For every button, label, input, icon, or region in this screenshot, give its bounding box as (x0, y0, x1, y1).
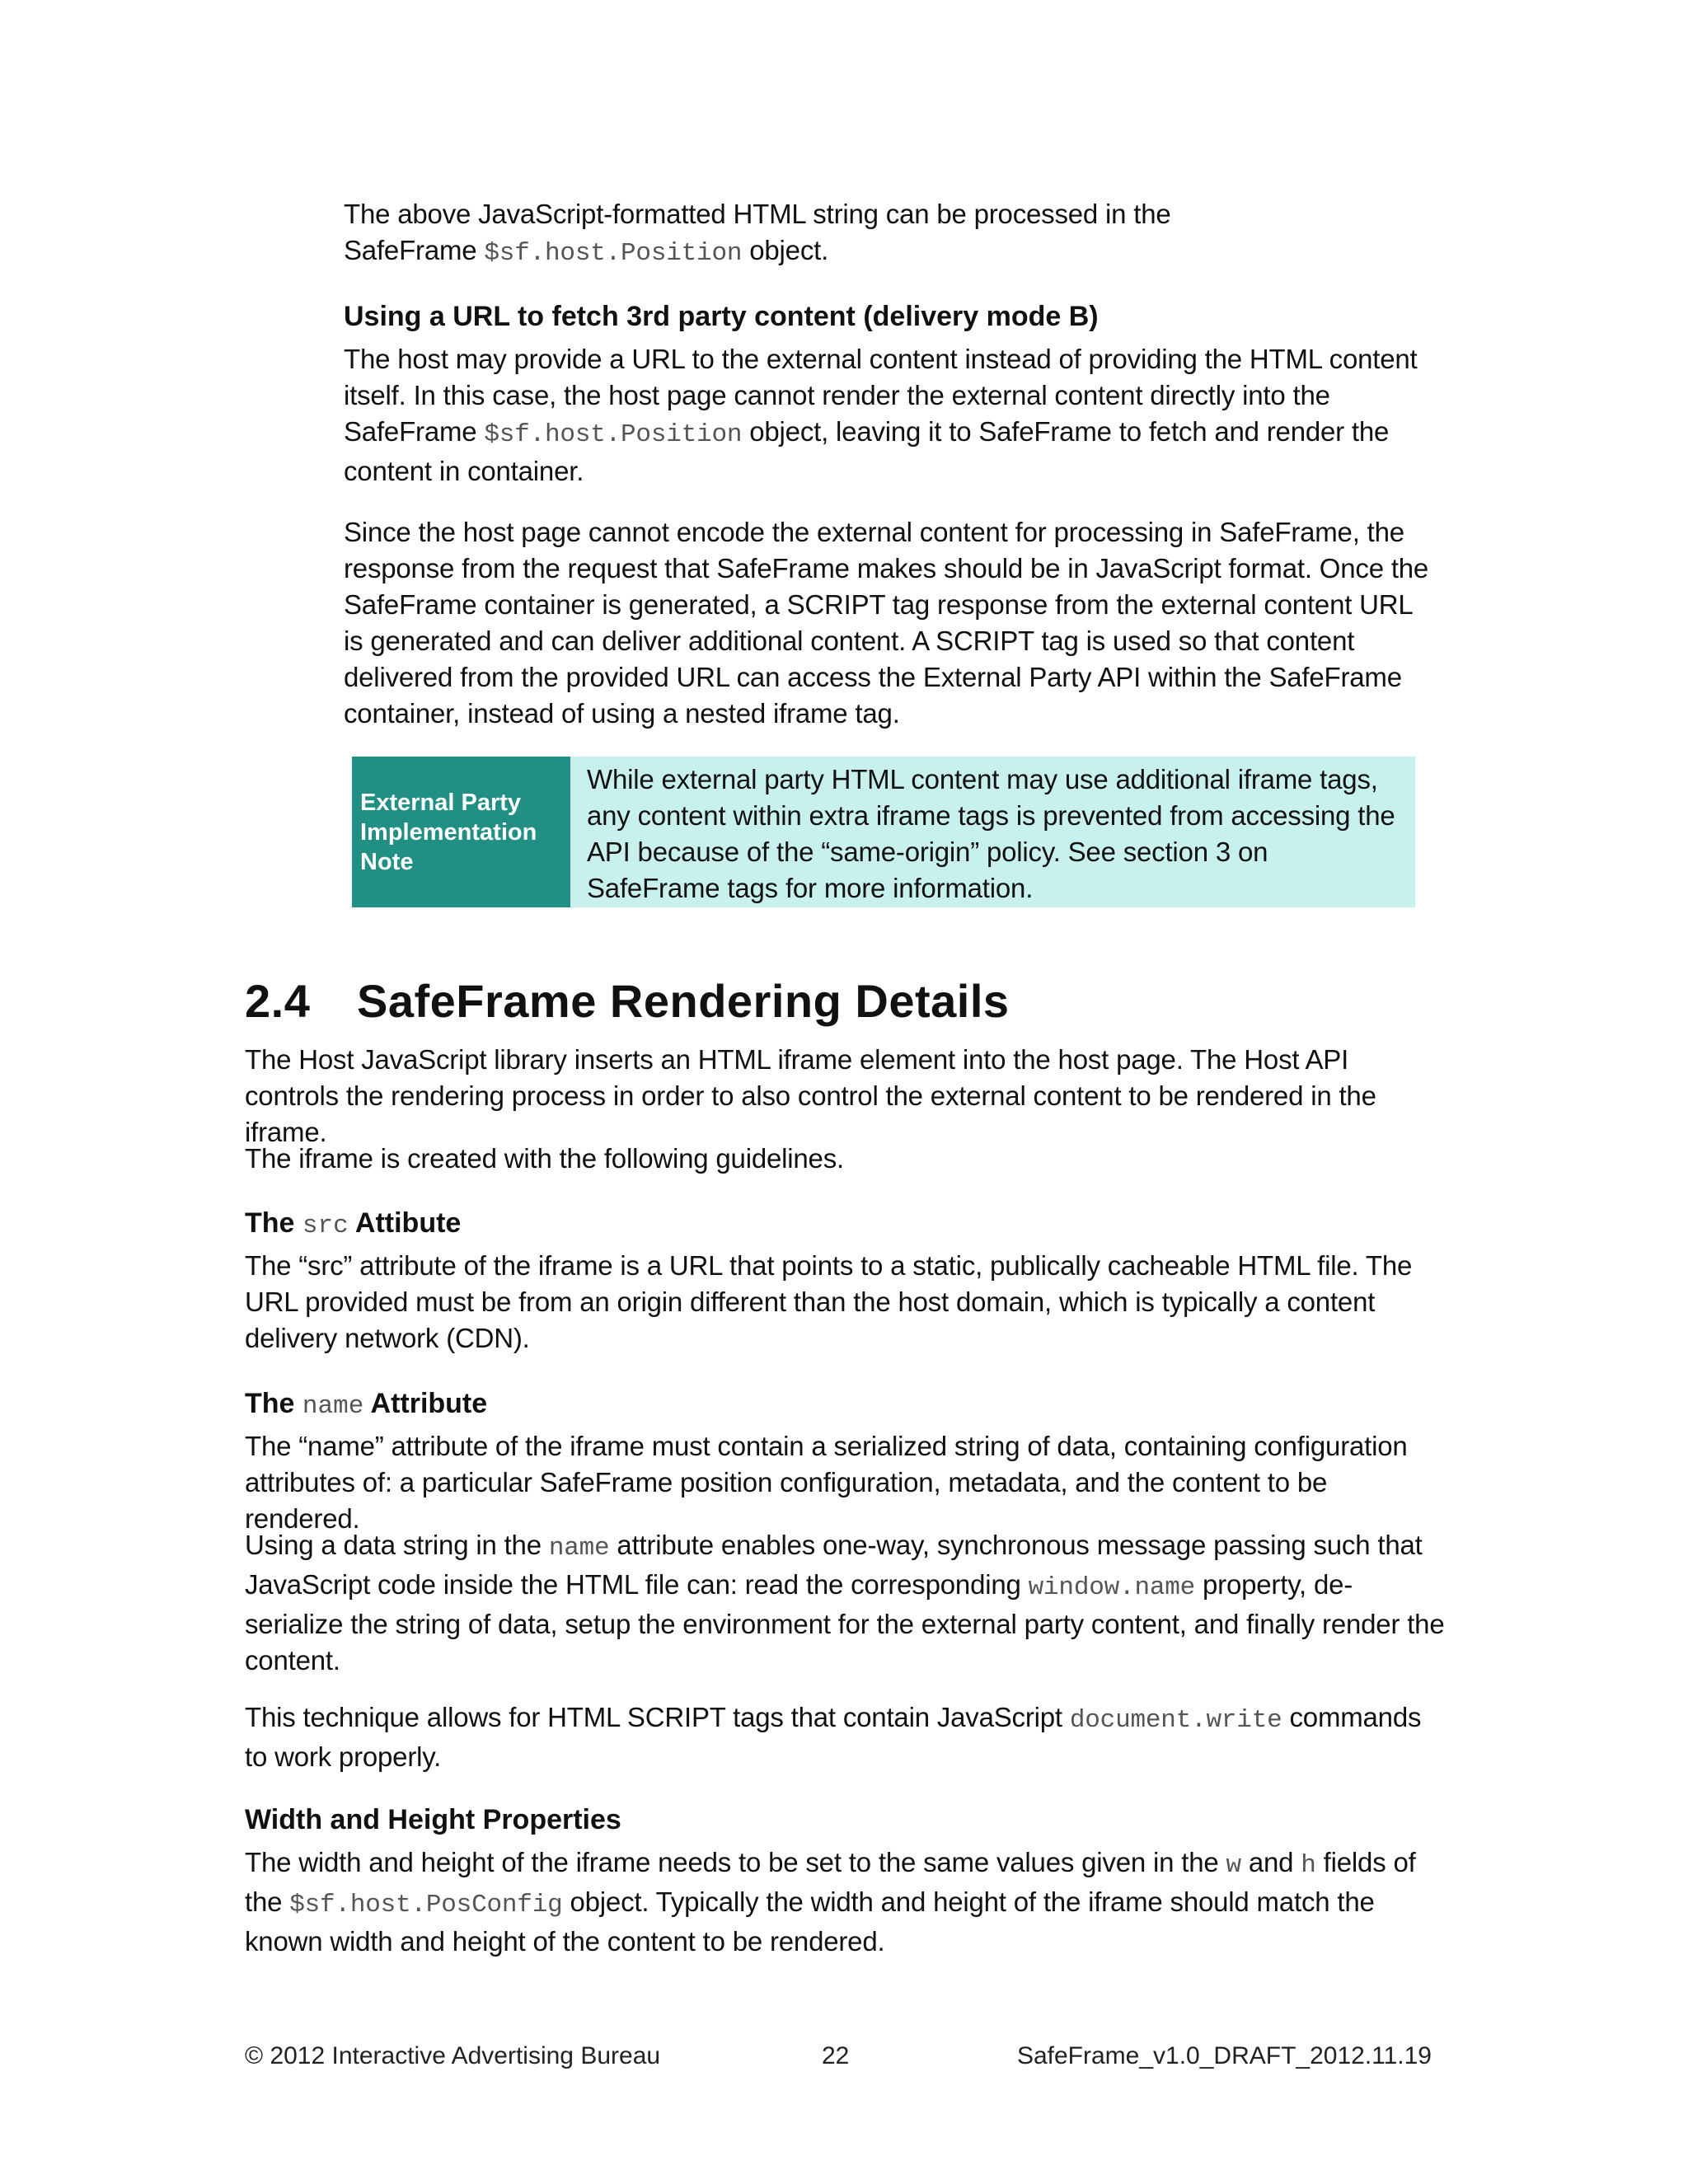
code-sf-host-posconfig: $sf.host.PosConfig (289, 1891, 563, 1919)
mode-b-heading: Using a URL to fetch 3rd party content (delivery mode B) (344, 301, 1099, 332)
code-name: name (548, 1534, 610, 1563)
section-paragraph-1: The Host JavaScript library inserts an HTML iframe element into the host page. The Host API controls the rendering process in order to also control the external content to be rendered in the iframe. (245, 1044, 1376, 1147)
intro-paragraph (344, 196, 1432, 272)
footer-copyright: © 2012 Interactive Advertising Bureau (245, 2042, 661, 2069)
intro-line2-pre: SafeFrame (344, 235, 485, 265)
src-attribute-paragraph: The “src” attribute of the iframe is a URL that points to a static, publically cacheable HTML file. The URL provided must be from an origin different than the host domain, which is typically a content delivery network (CDN). (245, 1250, 1413, 1353)
intro-line1: The above JavaScript-formatted HTML string can be processed in the (344, 199, 1171, 229)
name-attribute-paragraph-2 (245, 1527, 1448, 1679)
section-paragraph-2: The iframe is created with the following guidelines. (245, 1143, 844, 1174)
name-p2-text-b: attribute enables one-way, synchronous message passing such that JavaScript code inside the HTML file can: read the corresponding (245, 1530, 1423, 1600)
code-src: src (302, 1212, 349, 1240)
name-attribute-heading (245, 1385, 1448, 1425)
code-h: h (1301, 1851, 1316, 1880)
note-label-line2: Implementation (360, 818, 537, 846)
mode-b-paragraph-1 (344, 341, 1432, 490)
page-footer (245, 2038, 1432, 2074)
src-heading-post: Attibute (348, 1207, 462, 1239)
note-text: While external party HTML content may use additional iframe tags, any content within extra iframe tags is prevented from accessing the API because of the “same-origin” policy. See section 3 on SafeFrame tags for more information. (587, 764, 1395, 903)
name-p2-text-a: Using a data string in the (245, 1530, 549, 1560)
section-title: SafeFrame Rendering Details (357, 975, 1010, 1027)
implementation-note-box (352, 757, 1415, 907)
mode-b-paragraph-2: Since the host page cannot encode the external content for processing in SafeFrame, the response from the request that SafeFrame makes should be in JavaScript format. Once the SafeFrame container is generated, a SCRIPT tag response from the external content URL is generated and can deliver additional content. A SCRIPT tag is used so that content delivered from the provided URL can access the External Party API within the SafeFrame container, instead of using a nested iframe tag. (344, 517, 1429, 729)
code-w: w (1226, 1851, 1241, 1880)
mode-b-p1-text-b: object, leaving it to SafeFrame to fetch and render the content in container. (344, 416, 1390, 486)
wh-text-a: The width and height of the iframe needs to be set to the same values given in the (245, 1847, 1226, 1877)
note-label-line1: External Party (360, 789, 522, 816)
mode-b-p1-text-a: The host may provide a URL to the external content instead of providing the HTML content itself. In this case, the host page cannot render the external content directly into the SafeFrame (344, 344, 1418, 447)
code-sf-host-position: $sf.host.Position (484, 420, 743, 449)
src-attribute-heading (245, 1205, 1448, 1244)
wh-text-c: fields of the (245, 1847, 1416, 1917)
code-sf-host-position: $sf.host.Position (484, 239, 743, 268)
name-attribute-paragraph-1: The “name” attribute of the iframe must contain a serialized string of data, containing configuration attributes of: a particular SafeFrame position configuration, metadata, and the content to be rendered. (245, 1431, 1408, 1534)
name-p3-text-b: commands to work properly. (245, 1702, 1422, 1772)
name-attribute-paragraph-3 (245, 1699, 1448, 1775)
footer-doc-id: SafeFrame_v1.0_DRAFT_2012.11.19 (1016, 2042, 1432, 2069)
name-p3-text-a: This technique allows for HTML SCRIPT tags that contain JavaScript (245, 1702, 1070, 1732)
code-name: name (302, 1392, 364, 1421)
intro-line2-post: object. (742, 235, 829, 265)
wh-text-b: and (1240, 1847, 1301, 1877)
width-height-paragraph (245, 1844, 1448, 1960)
name-p2-text-c: property, de-serialize the string of data, setup the environment for the external party content, and finally render the content. (245, 1569, 1445, 1675)
note-label-line3: Note (360, 848, 414, 875)
name-heading-post: Attribute (363, 1388, 488, 1419)
src-heading-pre: The (245, 1207, 302, 1239)
wh-text-d: object. Typically the width and height of the iframe should match the known width and height of the content to be rendered. (245, 1886, 1375, 1957)
note-label (352, 757, 570, 907)
width-height-heading: Width and Height Properties (245, 1804, 621, 1835)
name-heading-pre: The (245, 1388, 302, 1419)
section-heading (245, 972, 1010, 1030)
section-number: 2.4 (245, 975, 311, 1027)
code-document-write: document.write (1069, 1706, 1282, 1735)
footer-page-number: 22 (822, 2042, 850, 2069)
code-window-name: window.name (1028, 1573, 1196, 1602)
